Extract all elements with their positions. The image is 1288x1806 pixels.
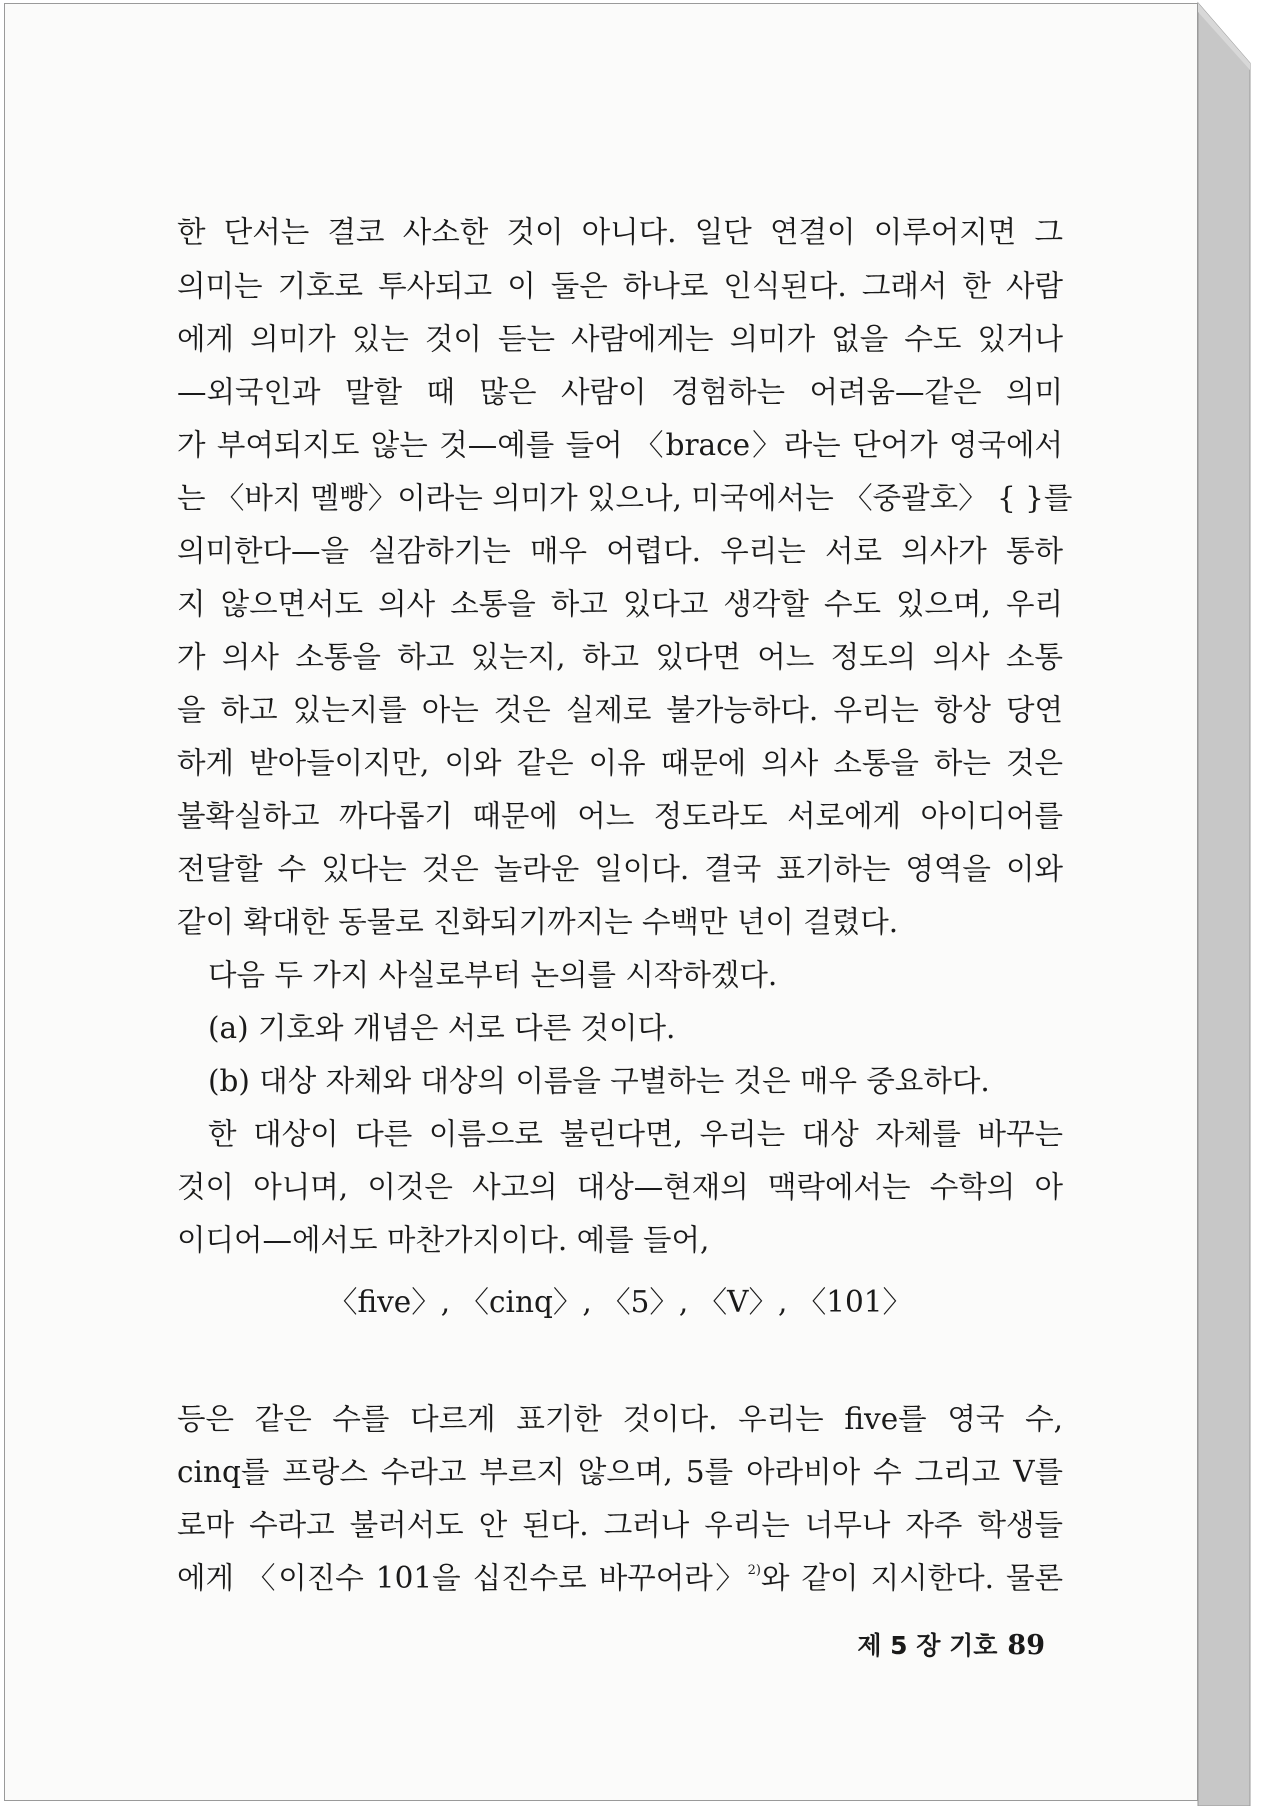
text-line: cinq를 프랑스 수라고 부르지 않으며, 5를 아라비아 수 그리고 V를 (177, 1455, 1063, 1489)
text-line: 한 대상이 다른 이름으로 불린다면, 우리는 대상 자체를 바꾸는 (208, 1117, 1063, 1151)
footnote-marker[interactable]: 2) (747, 1563, 761, 1578)
text-line: 는 〈바지 멜빵〉이라는 의미가 있으나, 미국에서는 〈중괄호〉 { }를 (177, 481, 1073, 515)
text-line: 같이 확대한 동물로 진화되기까지는 수백만 년이 걸렸다. (177, 905, 899, 939)
text-segment: 와 같이 지시한다. 물론 (760, 1561, 1064, 1595)
text-line: 로마 수라고 불러서도 안 된다. 그러나 우리는 너무나 자주 학생들 (177, 1508, 1063, 1542)
list-item-b: (b) 대상 자체와 대상의 이름을 구별하는 것은 매우 중요하다. (208, 1064, 990, 1098)
example-notation: 〈five〉, 〈cinq〉, 〈5〉, 〈V〉, 〈101〉 (327, 1285, 913, 1319)
text-segment: 에게 〈이진수 101을 십진수로 바꾸어라〉 (177, 1561, 748, 1595)
text-line-with-footnote (177, 1558, 1063, 1598)
text-line: —외국인과 말할 때 많은 사람이 경험하는 어려움—같은 의미 (177, 375, 1063, 409)
text-line: 등은 같은 수를 다르게 표기한 것이다. 우리는 five를 영국 수, (177, 1402, 1063, 1436)
text-line: 의미는 기호로 투사되고 이 둘은 하나로 인식된다. 그래서 한 사람 (177, 269, 1063, 303)
text-line: 불확실하고 까다롭기 때문에 어느 정도라도 서로에게 아이디어를 (177, 799, 1063, 833)
text-line: 하게 받아들이지만, 이와 같은 이유 때문에 의사 소통을 하는 것은 (177, 746, 1063, 780)
text-line: 가 부여되지도 않는 것—예를 들어 〈brace〉라는 단어가 영국에서 (177, 428, 1063, 462)
text-line: 다음 두 가지 사실로부터 논의를 시작하겠다. (208, 958, 778, 992)
book-page (4, 3, 1198, 1801)
page-footer (845, 1626, 1045, 1662)
text-line: 이디어—에서도 마찬가지이다. 예를 들어, (177, 1223, 710, 1257)
text-line: 가 의사 소통을 하고 있는지, 하고 있다면 어느 정도의 의사 소통 (177, 640, 1063, 674)
text-line: 에게 의미가 있는 것이 듣는 사람에게는 의미가 없을 수도 있거나 (177, 322, 1063, 356)
text-line: 한 단서는 결코 사소한 것이 아니다. 일단 연결이 이루어지면 그 (177, 215, 1063, 249)
text-line: 의미한다—을 실감하기는 매우 어렵다. 우리는 서로 의사가 통하 (177, 534, 1063, 568)
text-line: 전달할 수 있다는 것은 놀라운 일이다. 결국 표기하는 영역을 이와 (177, 852, 1063, 886)
list-item-a: (a) 기호와 개념은 서로 다른 것이다. (208, 1011, 676, 1045)
chapter-title: 제 5 장 기호 (857, 1631, 998, 1660)
page-number: 89 (1007, 1630, 1045, 1661)
text-line: 을 하고 있는지를 아는 것은 실제로 불가능하다. 우리는 항상 당연 (177, 693, 1063, 727)
text-line: 것이 아니며, 이것은 사고의 대상—현재의 맥락에서는 수학의 아 (177, 1170, 1063, 1204)
text-line: 지 않으면서도 의사 소통을 하고 있다고 생각할 수도 있으며, 우리 (177, 587, 1063, 621)
